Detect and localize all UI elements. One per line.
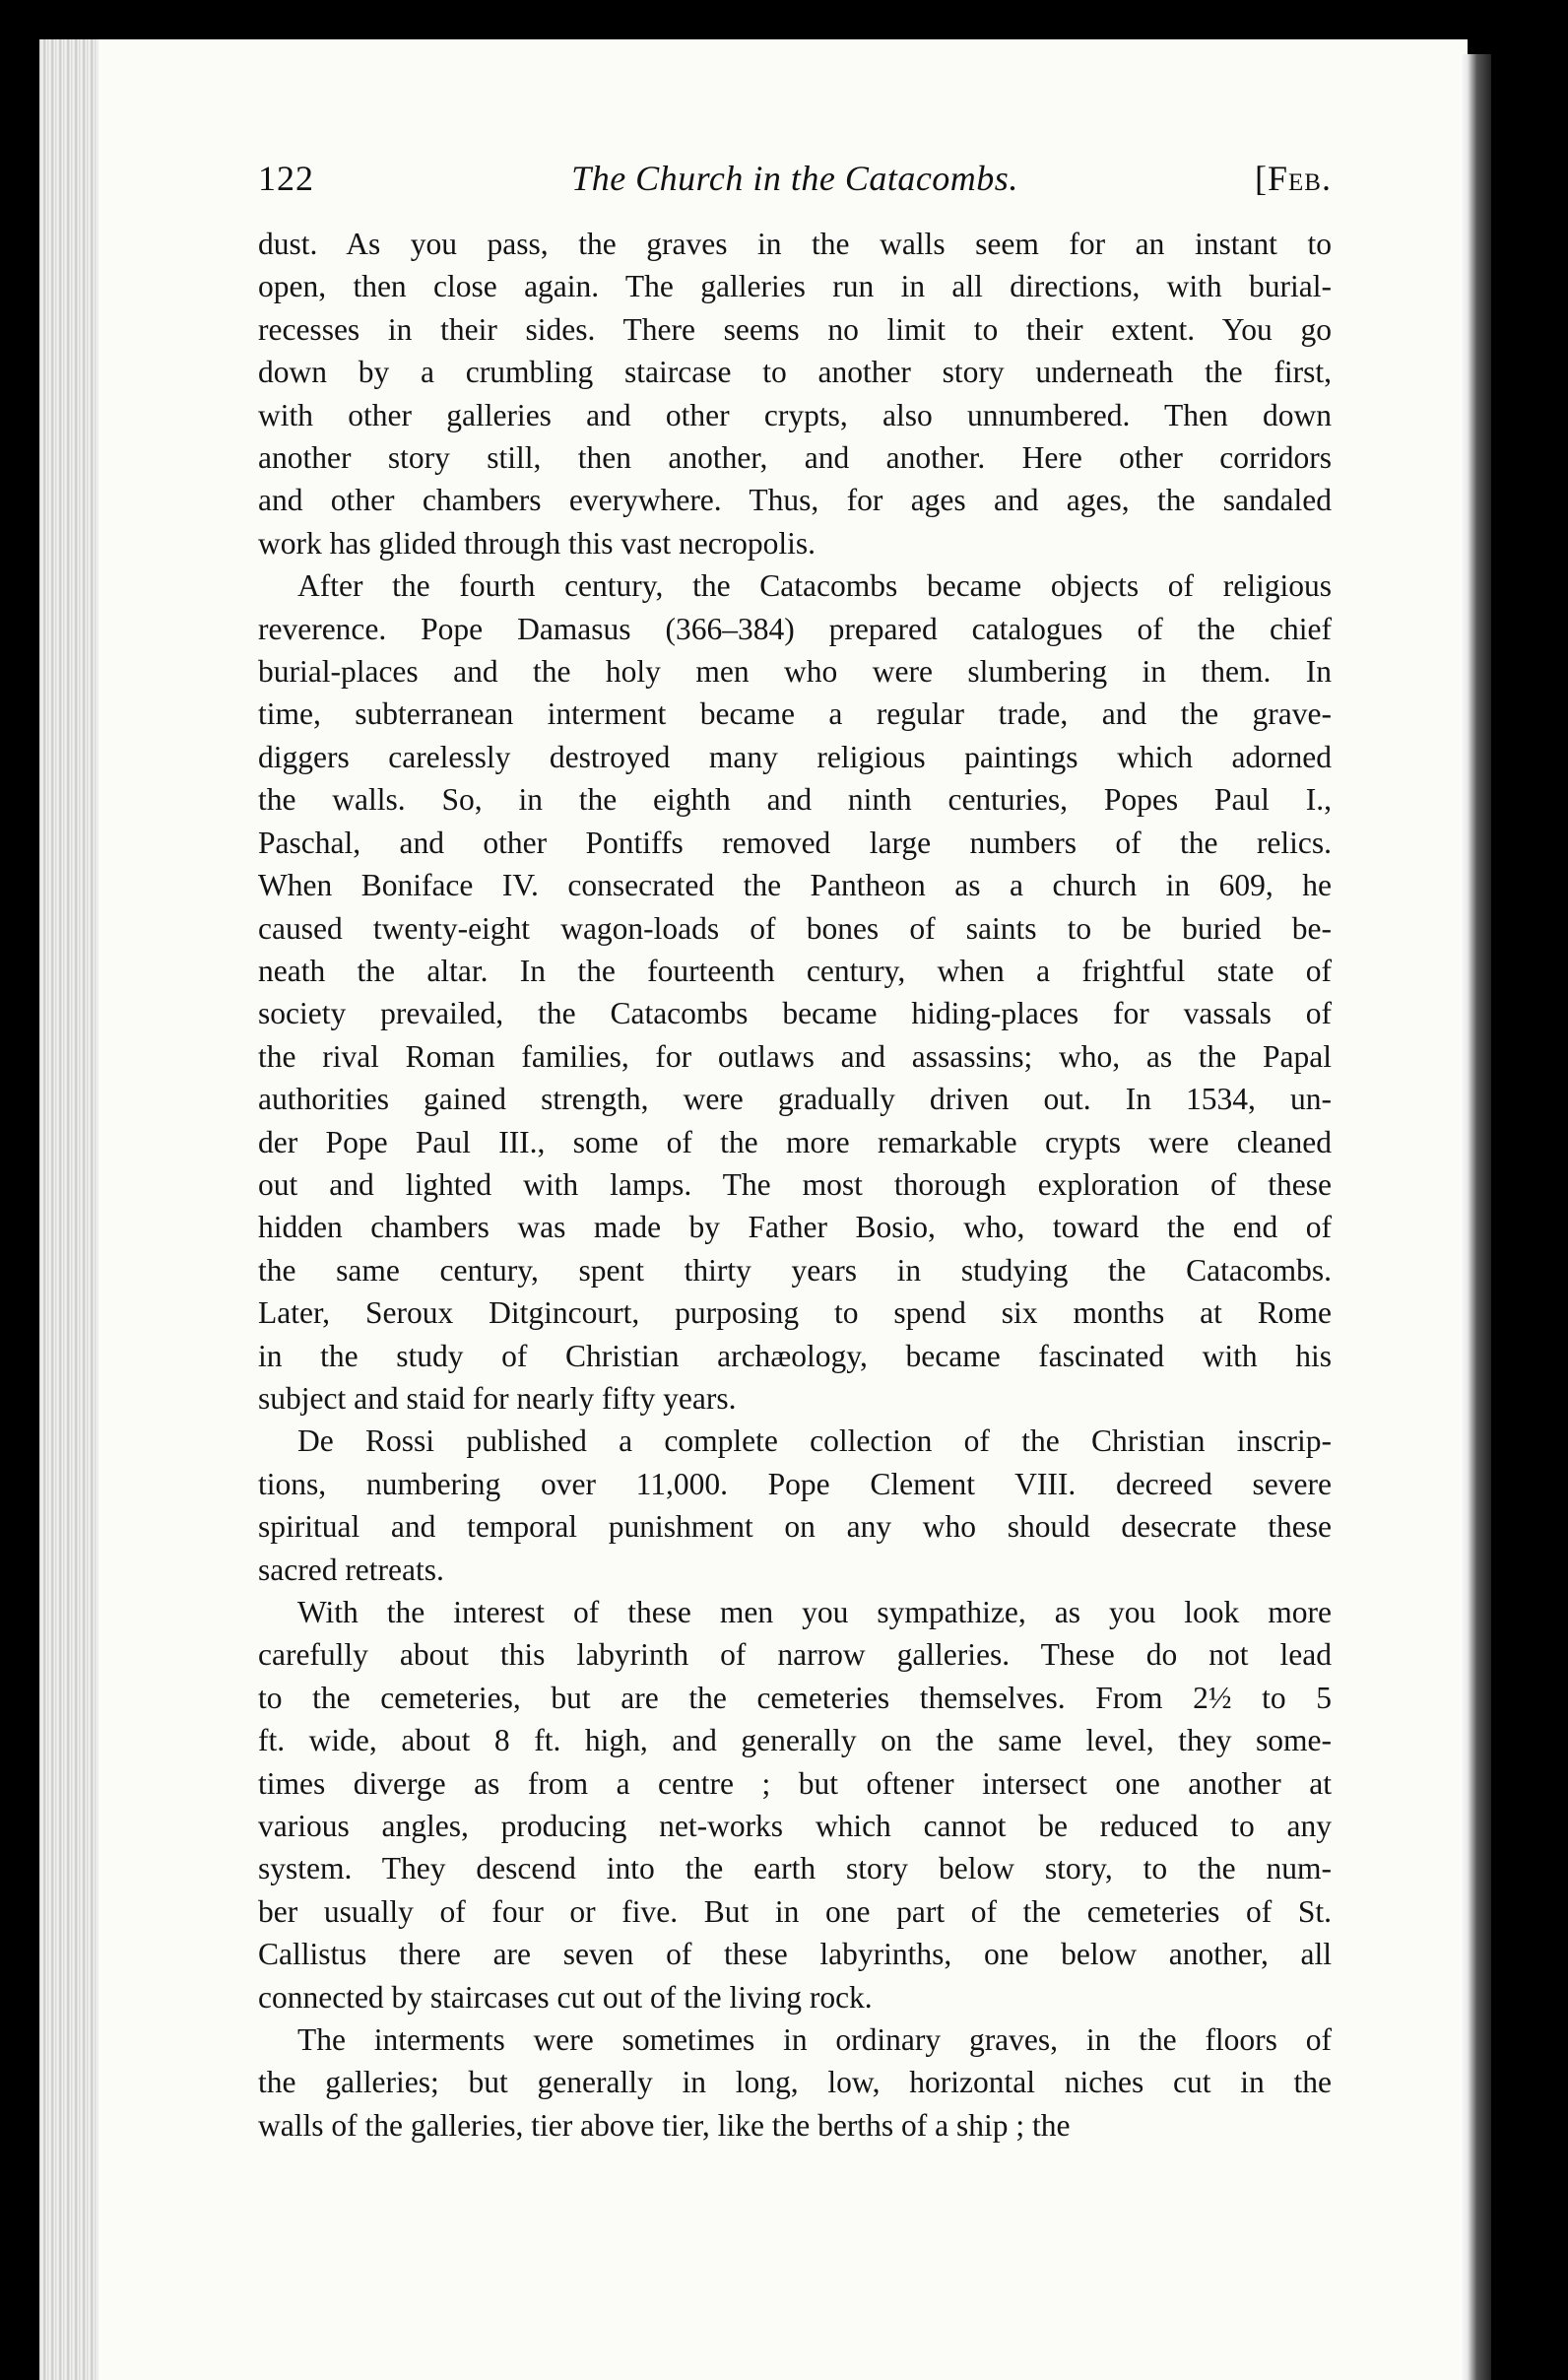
text-line: open, then close again. The galleries run in all directions, with burial- [258,269,1332,304]
text-line: to the cemeteries, but are the cemeteries themselves. From 2½ to 5 [258,1680,1332,1715]
text-line: Callistus there are seven of these labyrinths, one below another, all [258,1937,1332,1972]
text-line: der Pope Paul III., some of the more remarkable crypts were cleaned [258,1124,1332,1159]
text-line: the rival Roman families, for outlaws and assassins; who, as the Papal [258,1038,1332,1074]
text-line: caused twenty-eight wagon-loads of bones of saints to be buried be- [258,910,1332,946]
text-line: dust. As you pass, the graves in the walls seem for an instant to [258,227,1332,261]
text-line: hidden chambers was made by Father Bosio, who, toward the end of [258,1210,1332,1245]
running-title: The Church in the Catacombs. [571,159,1018,198]
text-line: carefully about this labyrinth of narrow galleries. These do not lead [258,1637,1332,1673]
text-line: When Boniface IV. consecrated the Pantheon as a church in 609, he [258,868,1332,903]
text-line: spiritual and temporal punishment on any who should desecrate these [258,1509,1332,1545]
text-line: out and lighted with lamps. The most thorough exploration of these [258,1166,1332,1202]
text-line: in the study of Christian archæology, became fascinated with his [258,1338,1332,1373]
page-edge-left [39,39,98,2380]
text-line: society prevailed, the Catacombs became hiding-places for vassals of [258,996,1332,1031]
page-edge-right [1460,54,1491,2380]
text-line: authorities gained strength, were gradually driven out. In 1534, un- [258,1082,1332,1117]
paragraph [258,2018,1332,2147]
text-line: neath the altar. In the fourteenth century, when a frightful state of [258,953,1332,988]
running-head [258,158,1332,207]
text-line: tions, numbering over 11,000. Pope Clement VIII. decreed severe [258,1466,1332,1501]
text-line: with other galleries and other crypts, also unnumbered. Then down [258,397,1332,432]
text-line: the walls. So, in the eighth and ninth centuries, Popes Paul I., [258,782,1332,818]
text-line: connected by staircases cut out of the living rock. [258,1979,873,2015]
text-line: various angles, producing net-works which cannot be reduced to any [258,1809,1332,1844]
text-line: diggers carelessly destroyed many religious paintings which adorned [258,739,1332,774]
text-line: another story still, then another, and another. Here other corridors [258,440,1332,476]
text-line: With the interest of these men you sympathize, as you look more [297,1595,1332,1629]
text-line: times diverge as from a centre ; but oftener intersect one another at [258,1765,1332,1801]
text-line: sacred retreats. [258,1552,444,1587]
text-line: work has glided through this vast necropolis. [258,525,817,561]
paragraph [258,564,1332,1420]
text-line: ber usually of four or five. But in one part of the cemeteries of St. [258,1893,1332,1929]
text-line: ft. wide, about 8 ft. high, and generally on the same level, they some- [258,1723,1332,1758]
text-line: recesses in their sides. There seems no limit to their extent. You go [258,311,1332,347]
text-line: the same century, spent thirty years in studying the Catacombs. [258,1252,1332,1288]
body-text [258,223,1332,2147]
text-line: and other chambers everywhere. Thus, for ages and ages, the sandaled [258,483,1332,518]
page-number: 122 [258,159,314,198]
text-line: reverence. Pope Damasus (366–384) prepared catalogues of the chief [258,611,1332,646]
text-line: De Rossi published a complete collection of the Christian inscrip- [297,1423,1332,1459]
text-line: system. They descend into the earth story below story, to the num- [258,1851,1332,1886]
running-section: [Feb. [1255,159,1332,198]
text-line: After the fourth century, the Catacombs became objects of religious [297,568,1332,604]
paragraph [258,1591,1332,2018]
text-line: down by a crumbling staircase to another story underneath the first, [258,355,1332,390]
text-line: Later, Seroux Ditgincourt, purposing to spend six months at Rome [258,1295,1332,1331]
text-line: the galleries; but generally in long, low, horizontal niches cut in the [258,2065,1332,2100]
text-line: burial-places and the holy men who were slumbering in them. In [258,654,1332,690]
paragraph [258,223,1332,564]
text-line: time, subterranean interment became a regular trade, and the grave- [258,696,1332,732]
paragraph [258,1420,1332,1591]
text-line: subject and staid for nearly fifty years. [258,1380,737,1416]
text-line: walls of the galleries, tier above tier, like the berths of a ship ; the [258,2107,1071,2143]
text-line: The interments were sometimes in ordinary graves, in the floors of [297,2022,1332,2058]
text-line: Paschal, and other Pontiffs removed large numbers of the relics. [258,825,1332,860]
